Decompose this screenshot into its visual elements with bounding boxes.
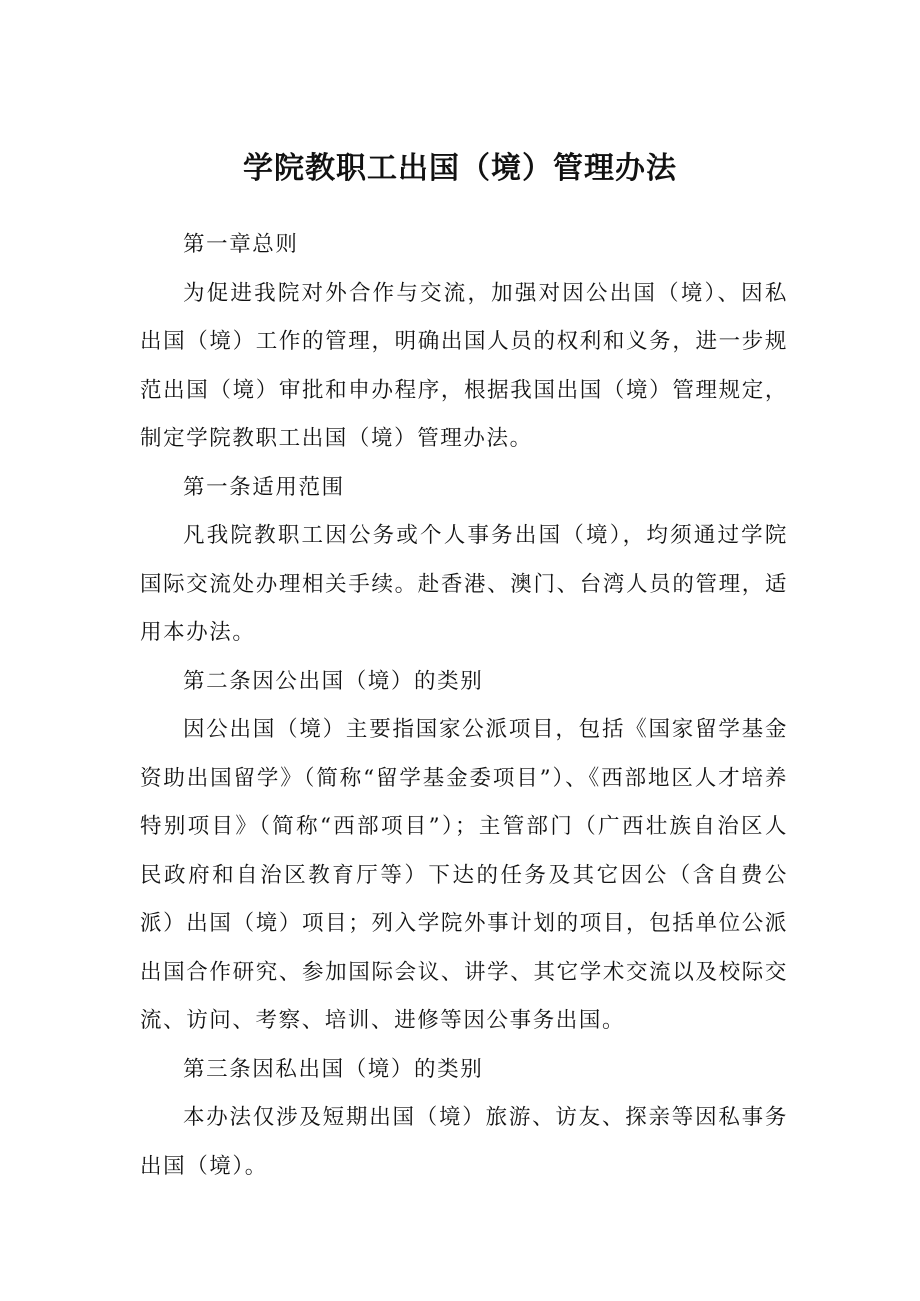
paragraph: 凡我院教职工因公务或个人事务出国（境），均须通过学院国际交流处办理相关手续。赴香港、澳门、台湾人员的管理，适用本办法。	[140, 523, 788, 645]
document-title: 学院教职工出国（境）管理办法	[243, 151, 677, 186]
paragraph: 本办法仅涉及短期出国（境）旅游、访友、探亲等因私事务出国（境）。	[140, 1105, 788, 1179]
chapter-heading: 第一章总则	[183, 232, 299, 257]
paragraph: 因公出国（境）主要指国家公派项目，包括《国家留学基金资助出国留学》（简称“留学基金委项目”）、《西部地区人才培养特别项目》（简称“西部项目”）；主管部门（广西壮族自治区人民政府和自治区教育厅等）下达的任务及其它因公（含自费公派）出国（境）项目；列入学院外事计划的项目，包括单位公派出国合作研究、参加国际会议、讲学、其它学术交流以及校际交流、访问、考察、培训、进修等因公事务出国。	[140, 717, 788, 1033]
article-heading: 第三条因私出国（境）的类别	[183, 1056, 484, 1082]
paragraph: 为促进我院对外合作与交流，加强对因公出国（境）、因私出国（境）工作的管理，明确出国人员的权利和义务，进一步规范出国（境）审批和申办程序，根据我国出国（境）管理规定，制定学院教职工出国（境）管理办法。	[140, 280, 788, 451]
document-body	[140, 221, 788, 1191]
article-heading: 第二条因公出国（境）的类别	[183, 668, 484, 694]
article-heading: 第一条适用范围	[183, 474, 345, 500]
